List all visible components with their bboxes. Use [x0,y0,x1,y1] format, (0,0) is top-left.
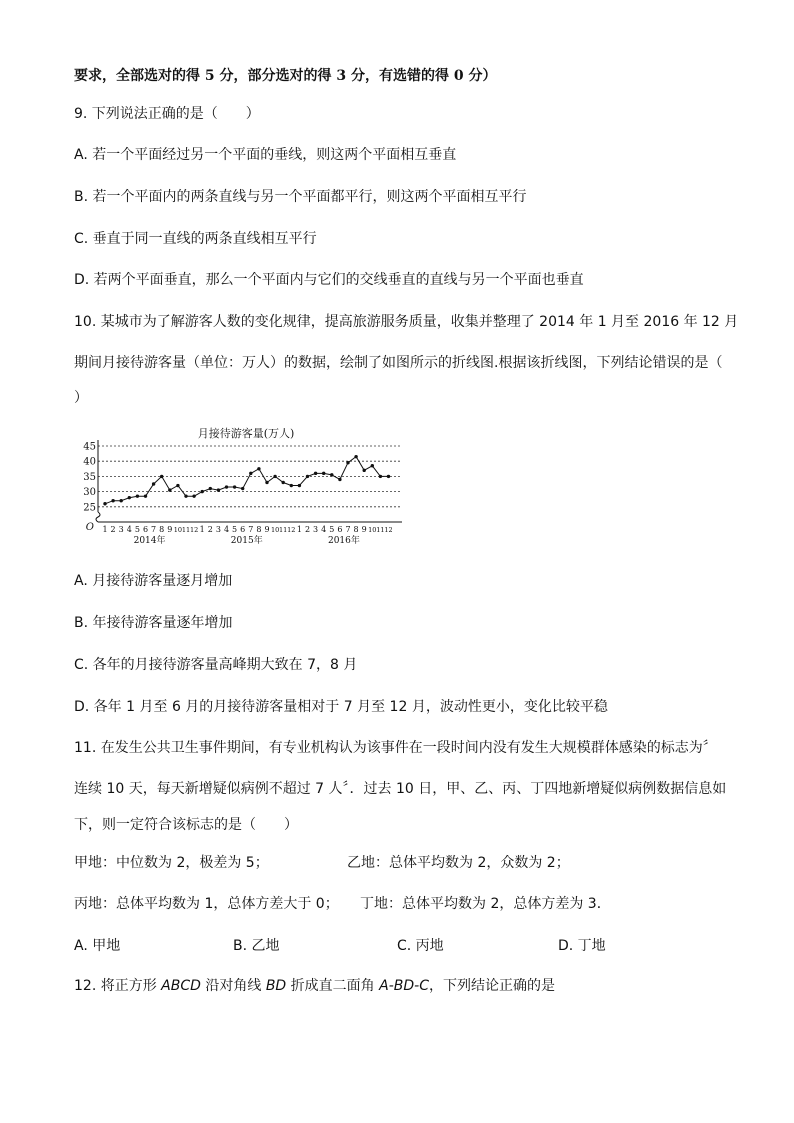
data-point-11 [192,494,195,497]
q10-option-b: B. 年接待游客量逐年增加 [74,615,233,631]
q9-option-c: C. 垂直于同一直线的两条直线相互平行 [74,231,317,247]
x-tick-label-4: 5 [134,525,140,534]
x-tick-label-8: 9 [167,525,173,534]
x-tick-label-31: 8 [353,525,359,534]
data-point-14 [217,488,220,491]
x-tick-label-28: 5 [329,525,335,534]
q11-info-yi: 乙地：总体平均数为 2，众数为 2； [347,855,570,871]
data-point-3 [128,496,131,499]
data-point-18 [249,472,252,475]
data-point-35 [387,475,390,478]
x-tick-label-24: 1 [296,525,302,534]
x-tick-label-32: 9 [361,525,367,534]
x-tick-label-21: 10 [270,526,280,534]
data-point-13 [209,487,212,490]
x-tick-label-10: 11 [181,526,191,534]
q10-stem-line2: 期间月接待游客量（单位：万人）的数据，绘制了如图所示的折线图.根据该折线图，下列结论错误的是（ [74,355,723,371]
q11-stem-line3: 下，则一定符合该标志的是（ ） [74,817,298,833]
data-point-28 [330,473,333,476]
data-point-1 [111,499,114,502]
x-tick-label-0: 1 [102,525,108,534]
q12-square: ABCD [161,978,201,994]
year-label-1: 2015年 [230,536,263,546]
x-tick-label-14: 3 [215,525,221,534]
y-tick-label-1: 30 [83,487,96,499]
data-point-31 [354,455,357,458]
data-point-12 [201,490,204,493]
year-label-2: 2016年 [327,536,360,546]
x-tick-label-17: 6 [240,525,246,534]
data-point-32 [363,469,366,472]
q11-option-d: D. 丁地 [558,938,606,954]
q11-info-bing: 丙地：总体平均数为 1，总体方差大于 0； [74,896,339,912]
data-point-30 [346,461,349,464]
q10-option-a: A. 月接待游客量逐月增加 [74,573,233,589]
data-point-4 [136,494,139,497]
series-line [105,457,389,504]
q9-stem: 9. 下列说法正确的是（ ） [74,106,260,122]
x-tick-label-27: 4 [321,525,327,534]
x-tick-label-34: 11 [376,526,385,534]
x-tick-label-33: 10 [368,526,377,534]
x-tick-label-25: 2 [304,525,311,534]
data-point-29 [338,478,341,481]
y-tick-label-0: 25 [83,502,96,514]
chart-title: 月接待游客量(万人) [197,427,295,440]
origin-label: O [85,522,94,533]
q10-option-c: C. 各年的月接待游客量高峰期大致在 7，8 月 [74,657,358,673]
data-point-2 [120,499,123,502]
x-tick-label-30: 7 [345,525,351,534]
visitor-line-chart [83,424,406,548]
x-tick-label-5: 6 [142,525,149,534]
q10-option-d: D. 各年 1 月至 6 月的月接待游客量相对于 7 月至 12 月，波动性更小，变化比较平稳 [74,699,608,715]
data-point-19 [257,467,260,470]
data-point-6 [152,482,155,485]
data-point-10 [184,494,187,497]
x-tick-label-13: 2 [207,525,213,534]
x-tick-label-19: 8 [256,525,262,534]
data-point-22 [282,481,285,484]
q12-stem [74,976,555,996]
q12-mid1: 沿对角线 [200,978,266,994]
x-tick-label-6: 7 [151,525,157,534]
data-point-0 [103,502,106,505]
data-point-9 [176,484,179,487]
data-point-27 [322,472,325,475]
x-tick-label-22: 11 [279,526,288,534]
data-point-16 [233,485,236,488]
x-tick-label-23: 12 [287,526,296,534]
q9-option-d: D. 若两个平面垂直，那么一个平面内与它们的交线垂直的直线与另一个平面也垂直 [74,272,584,288]
data-point-26 [314,472,317,475]
q11-option-a: A. 甲地 [74,938,121,954]
x-tick-label-12: 1 [199,525,205,534]
data-point-24 [298,484,301,487]
x-tick-label-29: 6 [337,525,343,534]
data-point-25 [306,475,309,478]
data-point-34 [379,475,382,478]
data-point-17 [241,487,244,490]
q11-info-ding: 丁地：总体平均数为 2，总体方差为 3． [360,896,611,912]
q11-option-b: B. 乙地 [233,938,280,954]
x-tick-label-26: 3 [313,525,319,534]
x-tick-label-9: 10 [173,526,183,534]
data-point-20 [265,481,268,484]
x-tick-label-11: 12 [189,526,199,534]
q11-stem-line2: 连续 10 天，每天新增疑似病例不超过 7 人〞．过去 10 日，甲、乙、丙、丁四地新增疑似病例数据信息如 [74,781,727,797]
x-tick-label-2: 3 [118,525,124,534]
data-point-5 [144,494,147,497]
q9-option-a: A. 若一个平面经过另一个平面的垂线，则这两个平面相互垂直 [74,147,457,163]
data-point-23 [290,484,293,487]
x-tick-label-18: 7 [248,525,254,534]
data-point-21 [273,475,276,478]
q12-prefix: 12. 将正方形 [74,978,162,994]
q9-option-b: B. 若一个平面内的两条直线与另一个平面都平行，则这两个平面相互平行 [74,189,527,205]
q11-stem-line1: 11. 在发生公共卫生事件期间，有专业机构认为该事件在一段时间内没有发生大规模群体感染的标志为〞 [74,740,717,756]
q12-diagonal: BD [265,978,287,994]
q12-dihedral-angle: A-BD-C [379,978,429,994]
data-point-33 [371,464,374,467]
q11-option-c: C. 丙地 [397,938,444,954]
year-label-0: 2014年 [133,536,166,546]
y-tick-label-2: 35 [83,471,96,483]
x-tick-label-1: 2 [110,525,116,534]
x-tick-label-7: 8 [159,525,165,534]
x-tick-label-16: 5 [232,525,238,534]
q12-suffix: ，下列结论正确的是 [428,978,555,994]
data-point-7 [160,475,163,478]
data-point-8 [168,488,171,491]
x-tick-label-3: 4 [126,525,132,534]
x-tick-label-20: 9 [264,525,270,534]
q11-info-jia: 甲地：中位数为 2，极差为 5； [74,855,269,871]
q12-mid2: 折成直二面角 [286,978,380,994]
x-tick-label-35: 12 [384,526,393,534]
axis-break-mark [96,512,100,522]
y-tick-label-4: 45 [83,441,96,453]
q10-stem-line1: 10. 某城市为了解游客人数的变化规律，提高旅游服务质量，收集并整理了 2014 年 1 月至 2016 年 12 月 [74,314,739,330]
data-point-15 [225,485,228,488]
x-tick-label-15: 4 [223,525,230,534]
instruction-note: 要求，全部选对的得 5 分，部分选对的得 3 分，有选错的得 0 分） [74,68,497,84]
q10-stem-line3: ） [74,390,88,406]
y-tick-label-3: 40 [83,456,96,468]
